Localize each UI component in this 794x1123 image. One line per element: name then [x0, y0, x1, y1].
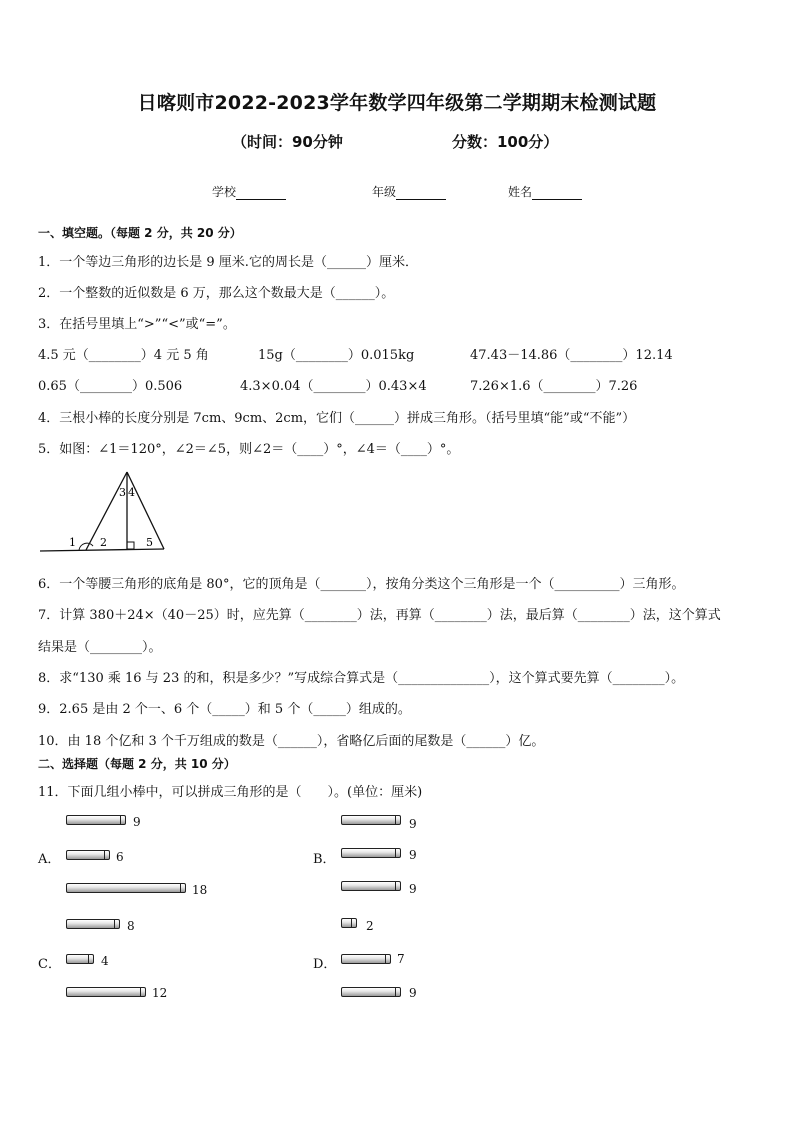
- option-d-label[interactable]: D．: [313, 957, 337, 972]
- angle-label-2: 2: [100, 536, 107, 549]
- question-1: 1．一个等边三角形的边长是 9 厘米.它的周长是（______）厘米．: [38, 255, 418, 270]
- question-8: 8．求“130 乘 16 与 23 的和，积是多少？”写成综合算式是（______________），这个算式要先算（________）。: [38, 671, 685, 686]
- option-a-stick-2: [66, 850, 110, 860]
- q3-item-5: 4.3×0.04（________）0.43×4: [240, 379, 427, 394]
- option-a-stick-3: [66, 883, 186, 893]
- option-d-stick-2: [341, 954, 391, 964]
- question-3: 3．在括号里填上“>”“<”或“=”。: [38, 317, 236, 332]
- question-7-line-1: 7．计算 380＋24×（40－25）时，应先算（________）法，再算（________）法，最后算（________）法，这个算式: [38, 608, 721, 623]
- option-a-stick-1: [66, 815, 126, 825]
- option-a-stick-2-length: 6: [116, 850, 124, 864]
- grade-blank[interactable]: [396, 187, 446, 200]
- school-label: 学校: [212, 185, 237, 199]
- option-b-stick-1-length: 9: [409, 817, 417, 831]
- name-blank[interactable]: [532, 187, 582, 200]
- option-c-stick-3: [66, 987, 146, 997]
- option-b-stick-3: [341, 881, 401, 891]
- option-c-stick-2-length: 4: [101, 954, 109, 968]
- section2-heading: 二、选择题（每题 2 分，共 10 分）: [38, 757, 236, 771]
- option-b-stick-2: [341, 848, 401, 858]
- option-b-stick-1: [341, 815, 401, 825]
- name-label: 姓名: [508, 185, 533, 199]
- question-10: 10．由 18 个亿和 3 个千万组成的数是（______），省略亿后面的尾数是（______）亿。: [38, 734, 545, 749]
- exam-score: 分数：100分）: [452, 133, 559, 151]
- option-d-stick-1: [341, 918, 357, 928]
- school-field[interactable]: [212, 183, 286, 200]
- option-b-label[interactable]: B．: [313, 852, 336, 867]
- grade-field[interactable]: [372, 183, 446, 200]
- option-d-stick-2-length: 7: [397, 952, 405, 966]
- page-title: 日喀则市2022-2023学年数学四年级第二学期期末检测试题: [137, 92, 657, 114]
- option-b-stick-2-length: 9: [409, 848, 417, 862]
- angle-label-4: 4: [128, 486, 135, 499]
- option-a-stick-3-length: 18: [192, 883, 208, 897]
- question-2: 2．一个整数的近似数是 6 万，那么这个数最大是（______）。: [38, 286, 395, 301]
- question-11: 11．下面几组小棒中，可以拼成三角形的是（ ）。(单位：厘米): [38, 785, 423, 800]
- q3-item-6: 7.26×1.6（________）7.26: [470, 379, 638, 394]
- grade-label: 年级: [372, 185, 397, 199]
- triangle-figure: [36, 466, 176, 558]
- option-c-stick-2: [66, 954, 94, 964]
- angle-label-5: 5: [146, 536, 153, 549]
- option-a-label[interactable]: A．: [38, 852, 61, 867]
- question-4: 4．三根小棒的长度分别是 7cm、9cm、2cm，它们（______）拼成三角形。（括号里填“能”或“不能”）: [38, 411, 636, 426]
- q3-item-3: 47.43－14.86（________）12.14: [470, 348, 673, 363]
- q3-item-2: 15g（________）0.015kg: [258, 348, 415, 363]
- base-line: [40, 549, 164, 551]
- option-a-stick-1-length: 9: [133, 815, 141, 829]
- name-field[interactable]: [508, 183, 582, 200]
- question-9: 9．2.65 是由 2 个一、6 个（_____）和 5 个（_____）组成的。: [38, 702, 411, 717]
- q3-item-1: 4.5 元（________）4 元 5 角: [38, 348, 209, 363]
- option-d-stick-1-length: 2: [366, 919, 374, 933]
- angle-label-1: 1: [69, 536, 76, 549]
- option-b-stick-3-length: 9: [409, 882, 417, 896]
- q3-item-4: 0.65（________）0.506: [38, 379, 183, 394]
- option-c-stick-1-length: 8: [127, 919, 135, 933]
- angle-label-3: 3: [119, 486, 126, 499]
- option-c-stick-3-length: 12: [152, 986, 168, 1000]
- option-c-stick-1: [66, 919, 120, 929]
- option-c-label[interactable]: C．: [38, 957, 61, 972]
- right-angle-mark: [127, 542, 134, 549]
- option-d-stick-3-length: 9: [409, 986, 417, 1000]
- question-6: 6．一个等腰三角形的底角是 80°，它的顶角是（_______），按角分类这个三角形是一个（__________）三角形。: [38, 577, 685, 592]
- exam-time: （时间：90分钟: [232, 133, 343, 151]
- section1-heading: 一、填空题。（每题 2 分，共 20 分）: [38, 226, 242, 240]
- school-blank[interactable]: [236, 187, 286, 200]
- question-5: 5．如图：∠1＝120°，∠2＝∠5，则∠2＝（____）°，∠4＝（____）°。: [38, 442, 460, 457]
- question-7-line-2: 结果是（________）。: [38, 640, 162, 655]
- option-d-stick-3: [341, 987, 401, 997]
